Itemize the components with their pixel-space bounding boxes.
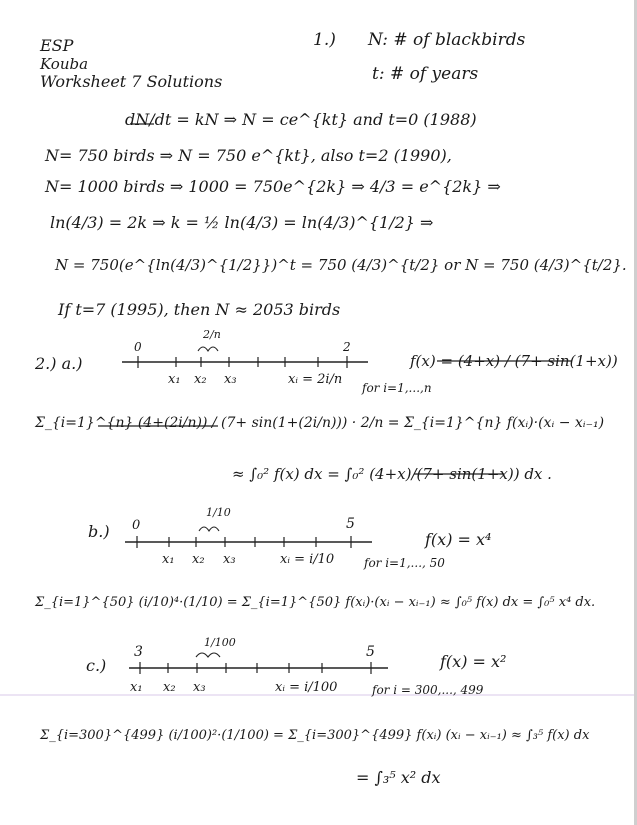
problem-1-line-3: N= 1000 birds ⇒ 1000 = 750e^{2k} ⇒ 4/3 = e^{2k} ⇒: [45, 177, 501, 196]
subinterval-width-2b: 1/10: [206, 506, 231, 519]
point-x1-2b: x₁: [162, 552, 175, 567]
index-range-2b: for i=1,..., 50: [364, 556, 445, 570]
problem-2b-label: b.): [88, 522, 110, 541]
definition-N: N: # of blackbirds: [368, 30, 526, 50]
point-x2-2a: x₂: [194, 372, 207, 387]
problem-1-line-1: dN/dt = kN ⇒ N = ce^{kt} and t=0 (1988): [125, 110, 477, 129]
instructor-name: Kouba: [40, 55, 89, 73]
problem-1-number: 1.): [313, 30, 336, 50]
riemann-sum-2c: Σ_{i=300}^{499} (i/100)²·(1/100) = Σ_{i=300}^{499} f(xᵢ) (xᵢ − xᵢ₋₁) ≈ ∫₃⁵ f(x) dx: [40, 728, 590, 743]
numberline-2b-start: 0: [132, 518, 141, 533]
problem-2c-label: c.): [86, 656, 107, 675]
point-x1-2a: x₁: [168, 372, 181, 387]
index-range-2c: for i = 300,..., 499: [372, 683, 484, 697]
function-2c: f(x) = x²: [440, 652, 507, 671]
point-x1-2c: x₁: [130, 680, 143, 695]
index-range-2a: for i=1,...,n: [362, 381, 432, 395]
point-x3-2b: x₃: [223, 552, 236, 567]
function-2b: f(x) = x⁴: [425, 530, 492, 549]
numberline-2c-start: 3: [134, 644, 143, 660]
subinterval-width-2c: 1/100: [204, 636, 236, 649]
course-label: ESP: [40, 36, 74, 55]
point-x2-2c: x₂: [163, 680, 176, 695]
problem-1-answer: If t=7 (1995), then N ≈ 2053 birds: [58, 300, 341, 319]
problem-1-line-4: ln(4/3) = 2k ⇒ k = ½ ln(4/3) = ln(4/3)^{1/2} ⇒: [50, 213, 434, 232]
numberline-2a-start: 0: [134, 340, 142, 354]
definition-t: t: # of years: [372, 64, 479, 84]
point-xi-2c: xᵢ = i/100: [275, 680, 338, 695]
subinterval-width-2a: 2/n: [203, 328, 221, 341]
numberline-2a-end: 2: [343, 340, 351, 354]
riemann-sum-2b: Σ_{i=1}^{50} (i/10)⁴·(1/10) = Σ_{i=1}^{50} f(xᵢ)·(xᵢ − xᵢ₋₁) ≈ ∫₀⁵ f(x) dx = ∫₀⁵ x⁴ dx.: [35, 595, 596, 610]
numberline-2b-end: 5: [346, 516, 355, 532]
problem-2a-label: 2.) a.): [35, 354, 83, 373]
point-x3-2c: x₃: [193, 680, 206, 695]
integral-2c: = ∫₃⁵ x² dx: [356, 768, 441, 787]
worksheet-title: Worksheet 7 Solutions: [40, 72, 223, 91]
numberline-2c-end: 5: [366, 644, 375, 660]
function-2a: f(x) = (4+x) / (7+ sin(1+x)): [410, 352, 618, 370]
problem-1-line-2: N= 750 birds ⇒ N = 750 e^{kt}, also t=2 (1990),: [45, 146, 452, 165]
point-x2-2b: x₂: [192, 552, 205, 567]
point-xi-2a: xᵢ = 2i/n: [288, 372, 343, 387]
point-xi-2b: xᵢ = i/10: [280, 552, 335, 567]
integral-2a: ≈ ∫₀² f(x) dx = ∫₀² (4+x)/(7+ sin(1+x)) dx .: [232, 465, 552, 483]
problem-1-line-5: N = 750(e^{ln(4/3)^{1/2}})^t = 750 (4/3)^{t/2} or N = 750 (4/3)^{t/2}.: [55, 256, 627, 274]
riemann-sum-2a: Σ_{i=1}^{n} (4+(2i/n)) / (7+ sin(1+(2i/n))) · 2/n = Σ_{i=1}^{n} f(xᵢ)·(xᵢ − xᵢ₋₁): [35, 415, 605, 431]
point-x3-2a: x₃: [224, 372, 237, 387]
